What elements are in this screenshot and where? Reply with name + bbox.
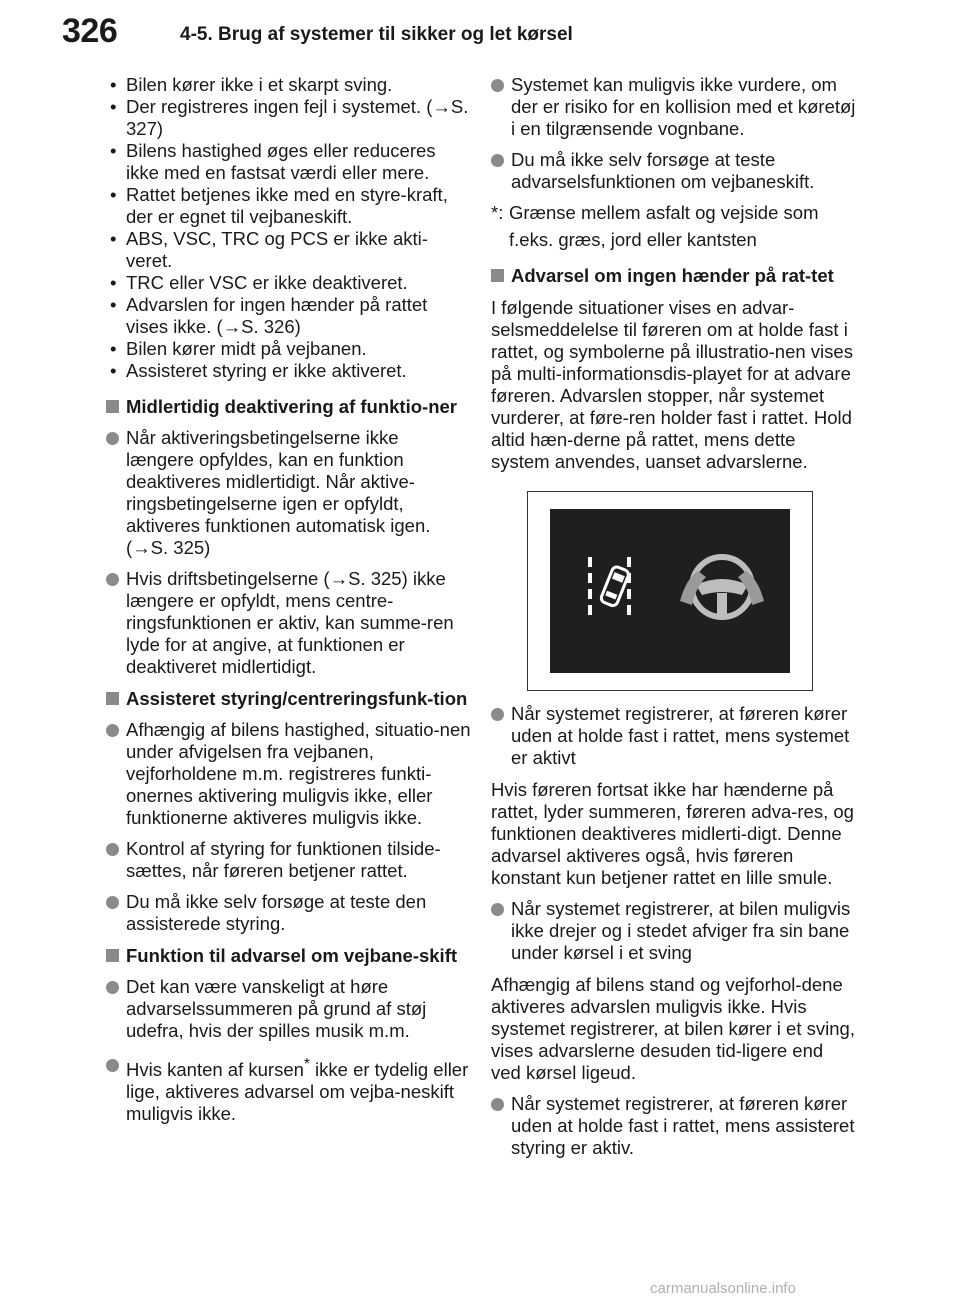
list-item: • Bilen kører ikke i et skarpt sving. xyxy=(106,74,471,96)
section-title: 4-5. Brug af systemer til sikker og let kørsel xyxy=(180,24,573,45)
list-item xyxy=(106,976,471,1042)
circle-bullet-icon xyxy=(106,1059,119,1072)
footnote-marker: *: xyxy=(491,202,504,223)
list-item xyxy=(491,149,856,193)
item-text: Når aktiveringsbetingelserne ikke længere opfyldes, kan en funktion deaktiveres midlertidigt. Når aktive-ringsbetingelserne igen er opfyldt, aktiveres funktionen automatisk igen. (→S. 325) xyxy=(126,427,431,558)
footnote xyxy=(491,199,856,253)
subheading-text: Midlertidig deaktivering af funktio-ner xyxy=(126,396,457,417)
list-item xyxy=(106,427,471,559)
square-bullet-icon xyxy=(491,269,504,282)
item-text: Kontrol af styring for funktionen tilside-sættes, når føreren betjener rattet. xyxy=(126,838,441,881)
warning-illustration xyxy=(527,491,813,691)
item-text: Det kan være vanskeligt at høre advarselssummeren på grund af støj udefra, hvis der spilles musik m.m. xyxy=(126,976,427,1041)
list-item: • Bilens hastighed øges eller reduceres ikke med en fastsat værdi eller mere. xyxy=(106,140,471,184)
circle-bullet-icon xyxy=(106,981,119,994)
multi-information-display xyxy=(550,509,790,673)
subheading-text: Advarsel om ingen hænder på rat-tet xyxy=(511,265,834,286)
paragraph: Hvis føreren fortsat ikke har hænderne på rattet, lyder summeren, føreren adva-res, og funktionen deaktiveres midlerti-digt. Denne advarsel aktiveres også, hvis føreren konstant kun betjener rattet en lille smule. xyxy=(491,779,854,888)
display-svg xyxy=(550,509,790,673)
item-text: Du må ikke selv forsøge at teste advarselsfunktionen om vejbaneskift. xyxy=(511,149,815,192)
list-item xyxy=(491,703,856,769)
item-text: Hvis driftsbetingelserne (→S. 325) ikke længere er opfyldt, mens centre-ringsfunktionen er aktiv, kan summe-ren lyde for at angive, at funktionen er deaktiveret midlertidigt. xyxy=(126,568,454,677)
circle-bullet-icon xyxy=(106,724,119,737)
paragraph: I følgende situationer vises en advar-selsmeddelelse til føreren om at holde fast i rattet, og symbolerne på illustratio-nen vises på multi-informationsdis-playet for at advare føreren. Advarslen stopper, når systemet vurderer, at føre-ren holder fast i rattet. Hold altid hæn-derne på rattet, mens dette system anvendes, uanset advarslerne. xyxy=(491,297,853,472)
square-bullet-icon xyxy=(106,400,119,413)
left-column xyxy=(106,74,471,1125)
paragraph: Afhængig af bilens stand og vejforhol-dene aktiveres advarslen muligvis ikke. Hvis systemet registrerer, at bilen kører i et sving, vises advarslerne desuden tid-ligere end ved kørsel ligeud. xyxy=(491,974,855,1083)
subheading-lane-departure-warning xyxy=(106,945,471,967)
list-item: • Der registreres ingen fejl i systemet. (→S. 327) xyxy=(106,96,471,140)
list-item: • Advarslen for ingen hænder på rattet vises ikke. (→S. 326) xyxy=(106,294,471,338)
list-item: • Assisteret styring er ikke aktiveret. xyxy=(106,360,471,382)
list-item xyxy=(106,838,471,882)
circle-bullet-icon xyxy=(106,896,119,909)
list-item xyxy=(106,891,471,935)
subheading-no-hands-warning xyxy=(491,265,856,287)
circle-bullet-icon xyxy=(491,154,504,167)
list-item: • Bilen kører midt på vejbanen. xyxy=(106,338,471,360)
list-item: • Rattet betjenes ikke med en styre-kraft, der er egnet til vejbaneskift. xyxy=(106,184,471,228)
list-item xyxy=(491,74,856,140)
footnote-marker: * xyxy=(303,1056,310,1073)
item-text: ikke er tydelig eller lige, aktiveres advarsel om vejba-neskift muligvis ikke. xyxy=(126,1059,469,1125)
circle-bullet-icon xyxy=(491,1098,504,1111)
square-bullet-icon xyxy=(106,692,119,705)
item-text: Hvis kanten af kursen xyxy=(126,1059,304,1081)
subheading-text: Funktion til advarsel om vejbane-skift xyxy=(126,945,458,966)
watermark: carmanualsonline.info xyxy=(650,1280,796,1297)
list-item xyxy=(491,898,856,964)
circle-bullet-icon xyxy=(106,843,119,856)
right-column xyxy=(491,74,856,1159)
circle-bullet-icon xyxy=(491,708,504,721)
list-item: • TRC eller VSC er ikke deaktiveret. xyxy=(106,272,471,294)
circle-bullet-icon xyxy=(106,432,119,445)
lane-departure-icon xyxy=(588,557,631,615)
circle-bullet-icon xyxy=(491,79,504,92)
list-item xyxy=(106,719,471,829)
circle-bullet-icon xyxy=(106,573,119,586)
footnote-text: Grænse mellem asfalt og vejside som f.eks. græs, jord eller kantsten xyxy=(509,202,819,250)
list-item xyxy=(491,1093,856,1159)
square-bullet-icon xyxy=(106,949,119,962)
item-text: Afhængig af bilens hastighed, situatio-nen under afvigelsen fra vejbanen, vejforholdene m.m. registreres funkti-onernes aktivering muligvis ikke, eller funktionerne aktiveres muligvis ikke. xyxy=(126,719,471,828)
circle-bullet-icon xyxy=(491,903,504,916)
subheading-temporary-deactivation xyxy=(106,396,471,418)
steering-wheel-hands-icon xyxy=(680,557,764,617)
subheading-text: Assisteret styring/centreringsfunk-tion xyxy=(126,688,468,709)
item-text: Når systemet registrerer, at bilen muligvis ikke drejer og i stedet afviger fra sin bane under kørsel i et sving xyxy=(511,898,851,963)
subheading-assisted-steering xyxy=(106,688,471,710)
item-text: Når systemet registrerer, at føreren kører uden at holde fast i rattet, mens assisteret styring er aktiv. xyxy=(511,1093,855,1158)
item-text: Du må ikke selv forsøge at teste den assisterede styring. xyxy=(126,891,427,934)
condition-list xyxy=(106,74,471,382)
item-text: Systemet kan muligvis ikke vurdere, om der er risiko for en kollision med et køretøj i en tilgrænsende vognbane. xyxy=(511,74,856,139)
item-text: Når systemet registrerer, at føreren kører uden at holde fast i rattet, mens systemet er aktivt xyxy=(511,703,850,768)
list-item xyxy=(106,568,471,678)
list-item: • ABS, VSC, TRC og PCS er ikke akti-veret. xyxy=(106,228,471,272)
page-number: 326 xyxy=(62,12,118,50)
list-item xyxy=(106,1054,471,1125)
